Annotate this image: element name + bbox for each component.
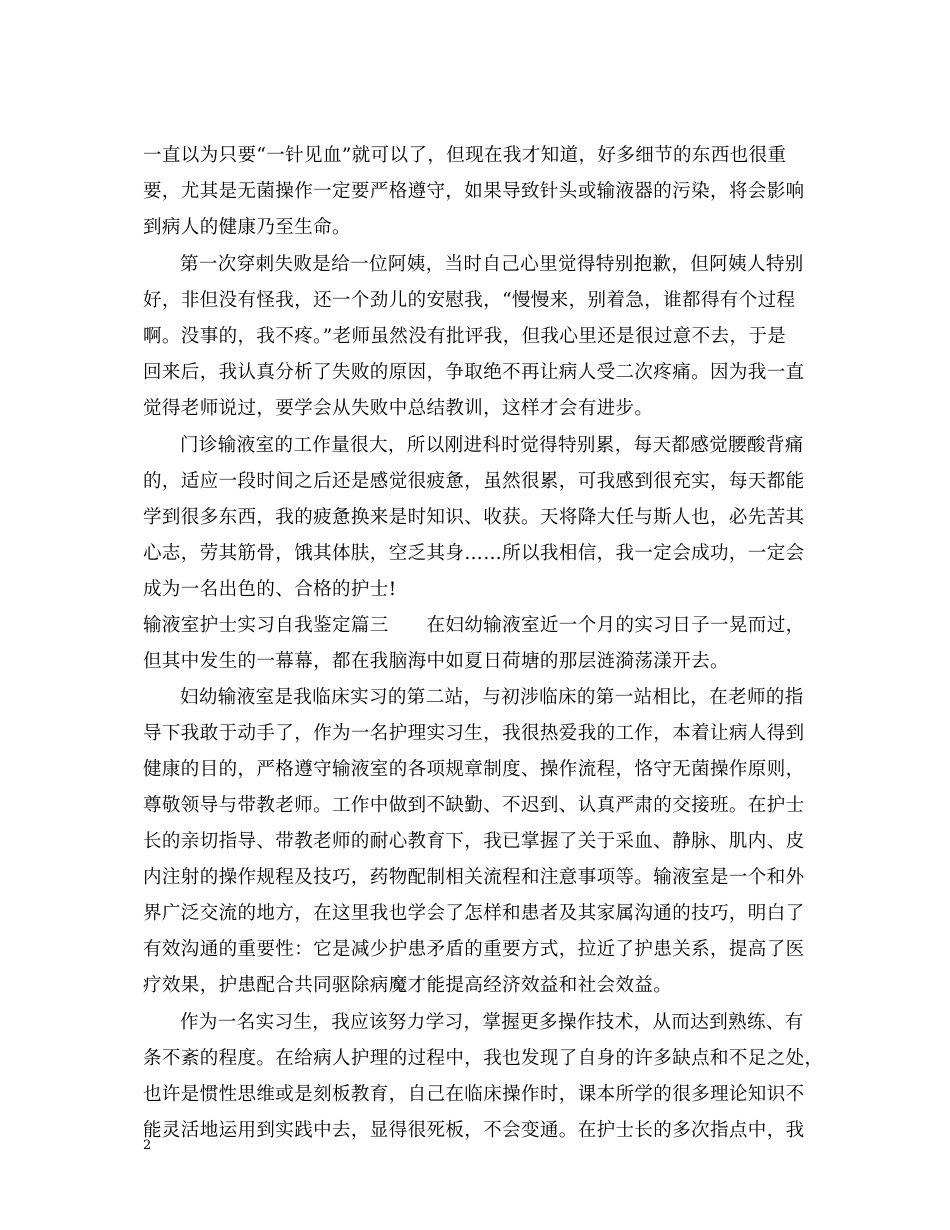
text-line: 但其中发生的一幕幕，都在我脑海中如夏日荷塘的那层涟漪荡漾开去。: [143, 651, 729, 672]
text-line: 界广泛交流的地方，在这里我也学会了怎样和患者及其家属沟通的技巧，明白了: [143, 903, 805, 924]
paragraph-first-line: 门诊输液室的工作量很大，所以刚进科时觉得特别累，每天都感觉腰酸背痛: [180, 435, 804, 456]
text-line: 条不紊的程度。在给病人护理的过程中，我也发现了自身的许多缺点和不足之处，: [143, 1048, 824, 1069]
text-line: 要，尤其是无菌操作一定要严格遵守，如果导致针头或输液器的污染，将会影响: [143, 181, 805, 202]
text-line: 的，适应一段时间之后还是感觉很疲惫，虽然很累，可我感到很充实，每天都能: [143, 471, 805, 492]
text-line: 内注射的操作规程及技巧，药物配制相关流程和注意事项等。输液室是一个和外: [143, 867, 805, 888]
text-line: 导下我敢于动手了，作为一名护理实习生，我很热爱我的工作，本着让病人得到: [143, 723, 805, 744]
text-line: 学到很多东西，我的疲惫换来是时知识、收获。天将降大任与斯人也，必先苦其: [143, 507, 805, 528]
text-line: 疗效果，护患配合共同驱除病魔才能提高经济效益和社会效益。: [143, 975, 673, 996]
text-line: 有效沟通的重要性：它是减少护患矛盾的重要方式，拉近了护患关系，提高了医: [143, 939, 805, 960]
section-heading-line: 输液室护士实习自我鉴定篇三 在妇幼输液室近一个月的实习日子一晃而过，: [143, 615, 805, 636]
paragraph-first-line: 妇幼输液室是我临床实习的第二站，与初涉临床的第一站相比，在老师的指: [180, 687, 804, 708]
paragraph-first-line: 第一次穿刺失败是给一位阿姨，当时自己心里觉得特别抱歉，但阿姨人特别: [180, 254, 804, 275]
page-number: 2: [143, 1138, 152, 1153]
text-line: 也许是惯性思维或是刻板教育，自己在临床操作时，课本所学的很多理论知识不: [143, 1084, 805, 1105]
text-line: 觉得老师说过，要学会从失败中总结教训，这样才会有进步。: [143, 398, 654, 419]
text-line: 好，非但没有怪我，还一个劲儿的安慰我，“慢慢来，别着急，谁都得有个过程: [143, 290, 796, 311]
text-line: 啊。没事的，我不疼。”老师虽然没有批评我，但我心里还是很过意不去，于是: [143, 326, 787, 347]
text-line: 回来后，我认真分析了失败的原因，争取绝不再让病人受二次疼痛。因为我一直: [143, 362, 805, 383]
text-line: 心志，劳其筋骨，饿其体肤，空乏其身……所以我相信，我一定会成功，一定会: [143, 543, 805, 564]
text-line: 尊敬领导与带教老师。工作中做到不缺勤、不迟到、认真严肃的交接班。在护士: [143, 795, 805, 816]
paragraph-first-line: 作为一名实习生，我应该努力学习，掌握更多操作技术，从而达到熟练、有: [180, 1012, 804, 1033]
text-line: 一直以为只要“一针见血”就可以了，但现在我才知道，好多细节的东西也很重: [143, 145, 787, 166]
text-line: 到病人的健康乃至生命。: [143, 217, 351, 238]
text-line: 成为一名出色的、合格的护士!: [143, 579, 397, 600]
text-line: 长的亲切指导、带教老师的耐心教育下，我已掌握了关于采血、静脉、肌内、皮: [143, 831, 805, 852]
text-line: 能灵活地运用到实践中去，显得很死板，不会变通。在护士长的多次指点中，我: [143, 1120, 805, 1141]
text-line: 健康的目的，严格遵守输液室的各项规章制度、操作流程，恪守无菌操作原则，: [143, 759, 805, 780]
